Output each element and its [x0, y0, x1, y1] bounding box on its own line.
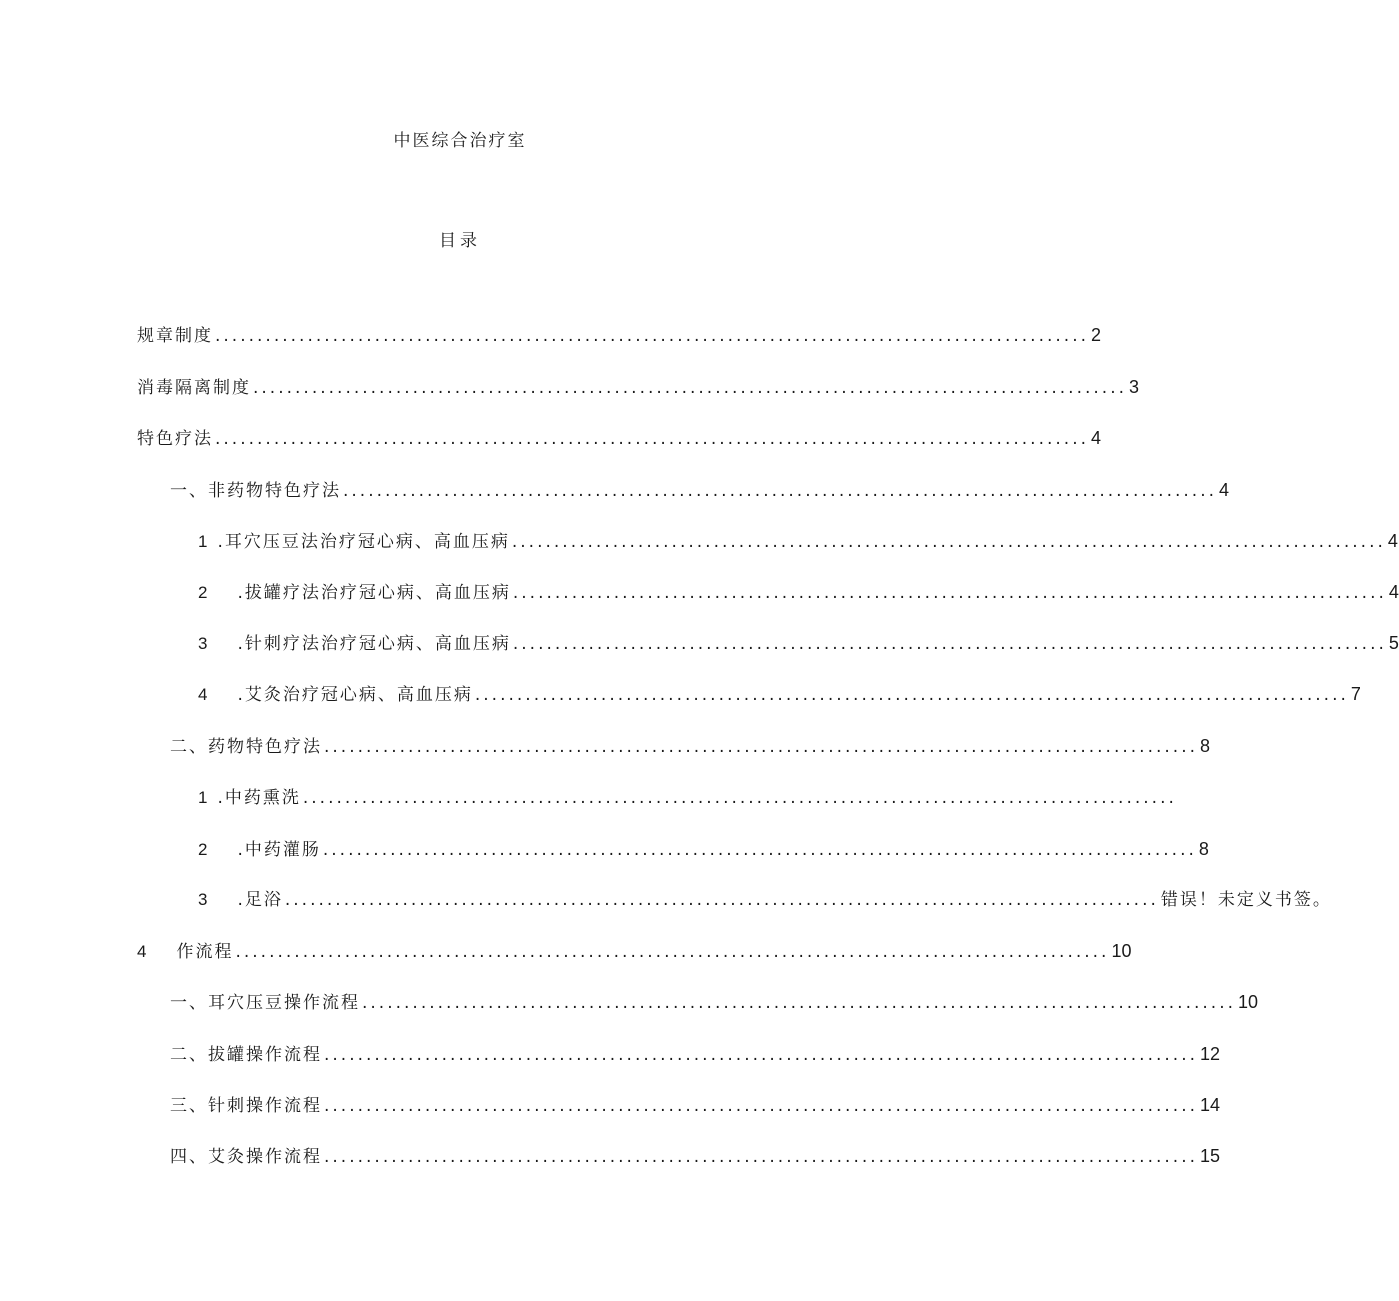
toc-dot-leader: ........................................................................................................ [324, 737, 1198, 757]
toc-dot-leader: ........................................................................................................ [362, 993, 1236, 1013]
toc-entry[interactable] [137, 374, 1140, 400]
toc-dot-leader: ........................................................................................................ [324, 1147, 1198, 1167]
toc-entry-number: 1 [198, 788, 208, 807]
toc-entry-number: 1 [198, 532, 208, 551]
toc-entry[interactable] [198, 785, 1177, 811]
toc-entry-number: 3 [198, 634, 208, 653]
toc-entry-number: 4 [137, 942, 147, 961]
toc-entry[interactable] [170, 477, 1230, 503]
toc-page-number: 3 [1129, 377, 1140, 397]
toc-page-number: 10 [1238, 992, 1259, 1012]
toc-entry-title: .中药熏洗 [217, 788, 301, 808]
toc-page-number: 14 [1200, 1095, 1221, 1115]
toc-entry-title: 二、拔罐操作流程 [170, 1045, 322, 1065]
toc-heading: 目录 [439, 231, 481, 251]
toc-dot-leader: ........................................................................................................ [324, 1045, 1198, 1065]
toc-dot-leader: ........................................................................................................ [235, 942, 1110, 962]
toc-entry[interactable] [137, 938, 1132, 964]
toc-dot-leader: ........................................................................................................ [215, 326, 1089, 346]
toc-entry[interactable] [170, 989, 1259, 1015]
toc-entry-title: .足浴 [237, 890, 283, 910]
toc-page-number: 7 [1350, 684, 1361, 704]
toc-dot-leader: ........................................................................................................ [343, 481, 1217, 501]
toc-dot-leader: ........................................................................................................ [474, 685, 1349, 705]
toc-entry-title: 一、非药物特色疗法 [170, 481, 341, 501]
toc-entry-title: .中药灌肠 [237, 840, 321, 860]
toc-page-number: 4 [1091, 428, 1102, 448]
toc-dot-leader: ........................................................................................................ [512, 634, 1387, 654]
toc-entry-title: 二、药物特色疗法 [170, 737, 322, 757]
toc-entry-title: .艾灸治疗冠心病、高血压病 [237, 685, 473, 705]
toc-page-number: 8 [1198, 839, 1209, 859]
toc-page-number: 2 [1091, 325, 1102, 345]
toc-entry-title: 消毒隔离制度 [137, 378, 251, 398]
toc-entry[interactable] [198, 528, 1398, 554]
toc-entry-number: 2 [198, 583, 208, 602]
toc-page-number: 5 [1388, 633, 1399, 653]
toc-entry[interactable] [137, 425, 1102, 451]
toc-dot-leader: ........................................................................................................ [215, 429, 1089, 449]
toc-entry-number: 3 [198, 890, 208, 909]
toc-dot-leader: ........................................................................................................ [512, 583, 1387, 603]
toc-entry-title: .拔罐疗法治疗冠心病、高血压病 [237, 583, 511, 603]
toc-dot-leader: ........................................................................................................ [302, 788, 1177, 808]
toc-entry-number: 4 [198, 685, 208, 704]
toc-entry-title: 一、耳穴压豆操作流程 [170, 993, 360, 1013]
toc-page-number: 4 [1387, 531, 1398, 551]
toc-entry[interactable] [198, 887, 1332, 913]
toc-entry[interactable] [170, 733, 1211, 759]
toc-entry[interactable] [170, 1041, 1221, 1067]
toc-entry-title: 三、针刺操作流程 [170, 1096, 322, 1116]
toc-entry[interactable] [170, 1143, 1221, 1169]
toc-entry-title: .耳穴压豆法治疗冠心病、高血压病 [217, 532, 510, 552]
toc-dot-leader: ........................................................................................................ [324, 1096, 1198, 1116]
toc-entry[interactable] [198, 836, 1209, 862]
toc-page-number: 4 [1219, 480, 1230, 500]
toc-dot-leader: ........................................................................................................ [284, 890, 1159, 910]
toc-entry-title: .针刺疗法治疗冠心病、高血压病 [237, 634, 511, 654]
toc-dot-leader: ........................................................................................................ [511, 532, 1386, 552]
toc-entry[interactable] [198, 681, 1361, 707]
toc-page-number: 8 [1200, 736, 1211, 756]
toc-entry[interactable] [198, 630, 1399, 656]
toc-page-number: 15 [1200, 1146, 1221, 1166]
toc-entry[interactable] [198, 579, 1399, 605]
document-title: 中医综合治疗室 [393, 131, 527, 151]
toc-dot-leader: ........................................................................................................ [322, 840, 1197, 860]
toc-dot-leader: ........................................................................................................ [253, 378, 1127, 398]
toc-entry-title: 四、艾灸操作流程 [170, 1147, 322, 1167]
toc-entry[interactable] [137, 322, 1102, 348]
toc-page-number: 4 [1388, 582, 1399, 602]
toc-page-number: 错误！未定义书签。 [1160, 890, 1332, 910]
toc-page-number: 12 [1200, 1044, 1221, 1064]
toc-entry-title: 特色疗法 [137, 429, 213, 449]
toc-page-number: 10 [1111, 941, 1132, 961]
toc-entry-title: 作流程 [176, 942, 234, 962]
toc-entry-number: 2 [198, 840, 208, 859]
toc-entry-title: 规章制度 [137, 326, 213, 346]
toc-entry[interactable] [170, 1092, 1221, 1118]
